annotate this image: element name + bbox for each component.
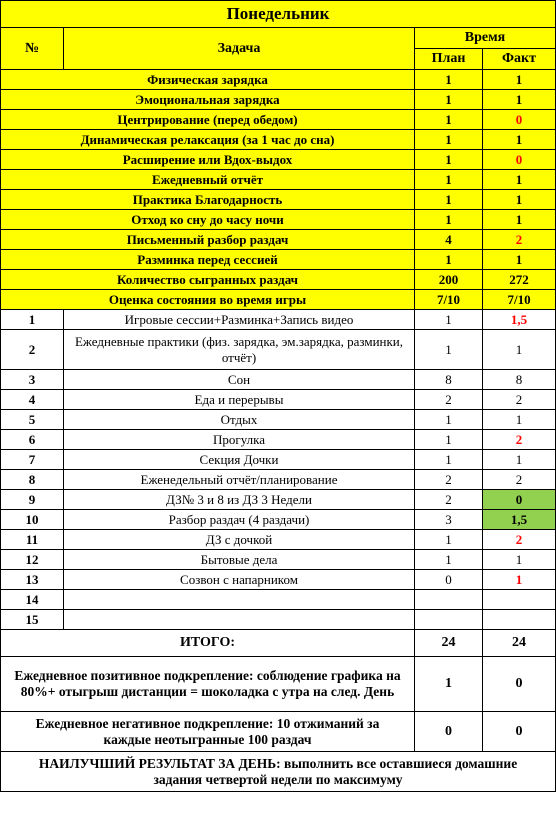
habit-fact: 0	[483, 150, 556, 170]
schedule-row	[1, 530, 556, 550]
schedule-fact: 1	[483, 450, 556, 470]
habit-task: Ежедневный отчёт	[1, 170, 415, 190]
schedule-fact: 1	[483, 550, 556, 570]
schedule-fact: 2	[483, 430, 556, 450]
schedule-fact: 1	[483, 410, 556, 430]
header-time: Время	[415, 28, 556, 49]
habit-plan: 4	[415, 230, 483, 250]
habit-plan: 1	[415, 110, 483, 130]
schedule-plan	[415, 610, 483, 630]
schedule-num: 11	[1, 530, 64, 550]
habit-task: Динамическая релаксация (за 1 час до сна)	[1, 130, 415, 150]
schedule-plan: 2	[415, 390, 483, 410]
negative-fact: 0	[483, 712, 556, 752]
schedule-fact	[483, 590, 556, 610]
schedule-row	[1, 510, 556, 530]
header-task: Задача	[64, 28, 415, 70]
habit-task: Расширение или Вдох-выдох	[1, 150, 415, 170]
total-fact: 24	[483, 630, 556, 657]
schedule-fact: 8	[483, 370, 556, 390]
schedule-row	[1, 550, 556, 570]
schedule-num: 8	[1, 470, 64, 490]
habit-fact: 1	[483, 90, 556, 110]
habit-plan: 1	[415, 130, 483, 150]
schedule-task: Разбор раздач (4 раздачи)	[64, 510, 415, 530]
habit-row	[1, 90, 556, 110]
habit-row	[1, 210, 556, 230]
negative-reinforcement-row	[1, 712, 556, 752]
schedule-task: ДЗ№ 3 и 8 из ДЗ 3 Недели	[64, 490, 415, 510]
positive-plan: 1	[415, 657, 483, 712]
schedule-fact: 2	[483, 390, 556, 410]
habit-row	[1, 70, 556, 90]
schedule-num: 7	[1, 450, 64, 470]
schedule-fact: 0	[483, 490, 556, 510]
habit-plan: 200	[415, 270, 483, 290]
schedule-fact: 1	[483, 330, 556, 370]
habit-plan: 1	[415, 190, 483, 210]
schedule-plan: 8	[415, 370, 483, 390]
schedule-row	[1, 390, 556, 410]
negative-plan: 0	[415, 712, 483, 752]
habit-row	[1, 270, 556, 290]
schedule-task	[64, 610, 415, 630]
schedule-plan: 0	[415, 570, 483, 590]
schedule-task	[64, 590, 415, 610]
habit-fact: 1	[483, 210, 556, 230]
best-result-row	[1, 752, 556, 792]
schedule-fact: 1,5	[483, 510, 556, 530]
schedule-task: Еда и перерывы	[64, 390, 415, 410]
schedule-plan: 1	[415, 530, 483, 550]
schedule-task: Бытовые дела	[64, 550, 415, 570]
schedule-num: 10	[1, 510, 64, 530]
habit-task: Практика Благодарность	[1, 190, 415, 210]
schedule-task: Игровые сессии+Разминка+Запись видео	[64, 310, 415, 330]
habit-row	[1, 110, 556, 130]
habit-fact: 0	[483, 110, 556, 130]
schedule-plan: 1	[415, 450, 483, 470]
schedule-num: 5	[1, 410, 64, 430]
title-row	[1, 1, 556, 28]
schedule-section	[1, 310, 556, 630]
habit-plan: 1	[415, 150, 483, 170]
schedule-plan: 1	[415, 550, 483, 570]
header-plan: План	[415, 49, 483, 70]
positive-fact: 0	[483, 657, 556, 712]
schedule-plan: 1	[415, 310, 483, 330]
schedule-plan: 1	[415, 430, 483, 450]
habit-fact: 2	[483, 230, 556, 250]
habit-fact: 1	[483, 250, 556, 270]
header-row-1	[1, 28, 556, 49]
schedule-row	[1, 590, 556, 610]
total-label: ИТОГО:	[1, 630, 415, 657]
day-title: Понедельник	[1, 1, 556, 28]
schedule-num: 4	[1, 390, 64, 410]
best-result: НАИЛУЧШИЙ РЕЗУЛЬТАТ ЗА ДЕНЬ: выполнить все оставшиеся домашние задания четвертой недели по максимуму	[1, 752, 556, 792]
habit-fact: 1	[483, 170, 556, 190]
habit-row	[1, 230, 556, 250]
habit-task: Физическая зарядка	[1, 70, 415, 90]
schedule-plan: 1	[415, 410, 483, 430]
schedule-fact: 2	[483, 530, 556, 550]
negative-label: Ежедневное негативное подкрепление: 10 отжиманий за каждые неотыгранные 100 раздач	[1, 712, 415, 752]
schedule-plan: 3	[415, 510, 483, 530]
schedule-num: 9	[1, 490, 64, 510]
schedule-plan	[415, 590, 483, 610]
habit-plan: 1	[415, 170, 483, 190]
habits-section	[1, 70, 556, 310]
habit-task: Письменный разбор раздач	[1, 230, 415, 250]
schedule-plan: 2	[415, 470, 483, 490]
schedule-fact: 1,5	[483, 310, 556, 330]
habit-row	[1, 190, 556, 210]
schedule-num: 13	[1, 570, 64, 590]
schedule-task: Отдых	[64, 410, 415, 430]
habit-row	[1, 290, 556, 310]
schedule-row	[1, 410, 556, 430]
total-plan: 24	[415, 630, 483, 657]
habit-row	[1, 150, 556, 170]
schedule-task: Ежедневные практики (физ. зарядка, эм.зарядка, разминки, отчёт)	[64, 330, 415, 370]
schedule-num: 15	[1, 610, 64, 630]
habit-task: Центрирование (перед обедом)	[1, 110, 415, 130]
habit-row	[1, 250, 556, 270]
schedule-row	[1, 430, 556, 450]
habit-plan: 1	[415, 210, 483, 230]
schedule-task: Еженедельный отчёт/планирование	[64, 470, 415, 490]
schedule-task: Созвон с напарником	[64, 570, 415, 590]
schedule-fact: 2	[483, 470, 556, 490]
schedule-task: Прогулка	[64, 430, 415, 450]
header-num: №	[1, 28, 64, 70]
schedule-row	[1, 490, 556, 510]
habit-plan: 7/10	[415, 290, 483, 310]
habit-fact: 1	[483, 190, 556, 210]
schedule-num: 14	[1, 590, 64, 610]
schedule-task: ДЗ с дочкой	[64, 530, 415, 550]
header-fact: Факт	[483, 49, 556, 70]
schedule-task: Сон	[64, 370, 415, 390]
schedule-num: 6	[1, 430, 64, 450]
habit-plan: 1	[415, 70, 483, 90]
habit-fact: 272	[483, 270, 556, 290]
positive-label: Ежедневное позитивное подкрепление: соблюдение графика на 80%+ отыгрыш дистанции = шоколадка с утра на след. День	[1, 657, 415, 712]
schedule-num: 3	[1, 370, 64, 390]
habit-task: Отход ко сну до часу ночи	[1, 210, 415, 230]
schedule-fact	[483, 610, 556, 630]
habit-task: Оценка состояния во время игры	[1, 290, 415, 310]
habit-task: Разминка перед сессией	[1, 250, 415, 270]
schedule-row	[1, 370, 556, 390]
habit-plan: 1	[415, 90, 483, 110]
habit-task: Эмоциональная зарядка	[1, 90, 415, 110]
schedule-row	[1, 470, 556, 490]
schedule-num: 2	[1, 330, 64, 370]
habit-fact: 1	[483, 130, 556, 150]
schedule-num: 12	[1, 550, 64, 570]
habit-fact: 7/10	[483, 290, 556, 310]
schedule-row	[1, 330, 556, 370]
schedule-num: 1	[1, 310, 64, 330]
schedule-fact: 1	[483, 570, 556, 590]
total-row	[1, 630, 556, 657]
schedule-row	[1, 570, 556, 590]
habit-row	[1, 170, 556, 190]
schedule-plan: 2	[415, 490, 483, 510]
habit-task: Количество сыгранных раздач	[1, 270, 415, 290]
schedule-task: Секция Дочки	[64, 450, 415, 470]
habit-plan: 1	[415, 250, 483, 270]
schedule-row	[1, 310, 556, 330]
habit-row	[1, 130, 556, 150]
schedule-plan: 1	[415, 330, 483, 370]
schedule-row	[1, 610, 556, 630]
schedule-row	[1, 450, 556, 470]
positive-reinforcement-row	[1, 657, 556, 712]
habit-fact: 1	[483, 70, 556, 90]
